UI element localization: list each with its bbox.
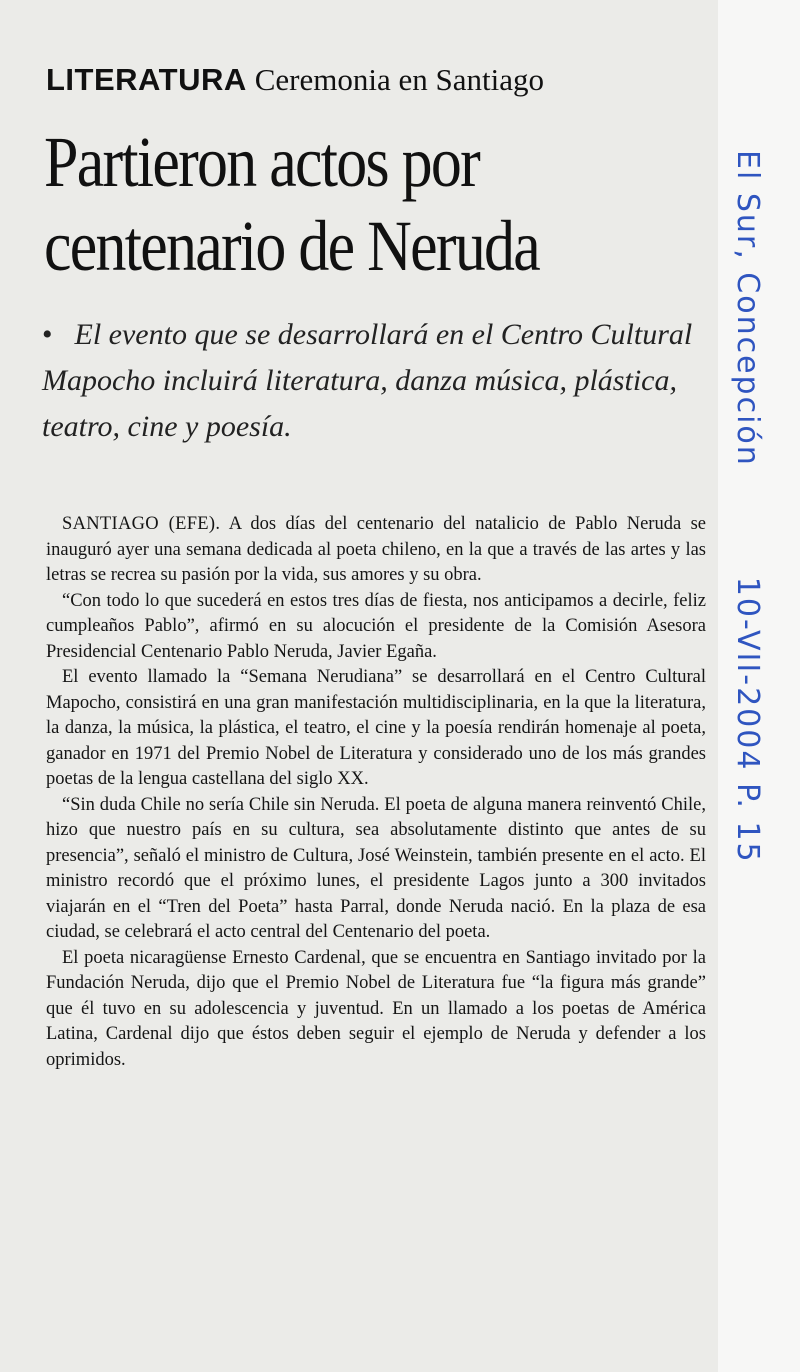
article-body [46,512,706,1073]
article-kicker [46,62,544,98]
annotation-date: 10-VII-2004 P. 15 [730,576,765,864]
kicker-text: Ceremonia en Santiago [254,62,544,97]
body-paragraph: El poeta nicaragüense Ernesto Cardenal, que se encuentra en Santiago invitado por la Fundación Neruda, dijo que el Premio Nobel de Literatura fue “la figura más grande” que él tuvo en su adolescencia y juventud. En un llamado a los poetas de América Latina, Cardenal dijo que éstos deben seguir el ejemplo de Neruda y defender a los oprimidos. [46,947,706,1070]
lead-text: El evento que se desarrollará en el Centro Cultural Mapocho incluirá literatura, danza música, plástica, teatro, cine y poesía. [42,318,693,443]
headline-line-2: centenario de Neruda [44,206,540,286]
annotation-source: El Sur, Concepción [730,150,765,467]
section-label: LITERATURA [46,62,247,97]
dateline: SANTIAGO (EFE). [62,514,221,534]
lead-summary [42,312,702,450]
bullet-icon: • [42,318,53,351]
headline [44,120,629,288]
body-paragraph: SANTIAGO (EFE). A dos días del centenario del natalicio de Pablo Neruda se inauguró ayer una semana dedicada al poeta chileno, en la que a través de las artes y las letras se recrea su pasión por la vida, sus amores y su obra. [46,514,706,585]
headline-line-1: Partieron actos por [44,122,480,202]
body-paragraph: “Con todo lo que sucederá en estos tres días de fiesta, nos anticipamos a decirle, feliz cumpleaños Pablo”, afirmó en su alocución el presidente de la Comisión Asesora Presidencial Centenario Pablo Neruda, Javier Egaña. [46,590,706,662]
body-paragraph: “Sin duda Chile no sería Chile sin Neruda. El poeta de alguna manera reinventó Chile, hizo que nuestro país en su cultura, sea absolutamente distinto que antes de su presencia”, señaló el ministro de Cultura, José Weinstein, también presente en el acto. El ministro recordó que el próximo lunes, el presidente Lagos junto a 300 invitados viajarán en el “Tren del Poeta” hasta Parral, donde Neruda nació. En la plaza de esa ciudad, se celebrará el acto central del Centenario del poeta. [46,794,706,942]
body-paragraph: El evento llamado la “Semana Nerudiana” se desarrollará en el Centro Cultural Mapocho, consistirá en una gran manifestación multidisciplinaria, en la que la literatura, la danza, la música, la plástica, el teatro, el cine y la poesía rendirán homenaje al poeta, ganador en 1971 del Premio Nobel de Literatura y considerado uno de los más grandes poetas de la lengua castellana del siglo XX. [46,667,706,789]
handwritten-annotation [730,150,765,980]
